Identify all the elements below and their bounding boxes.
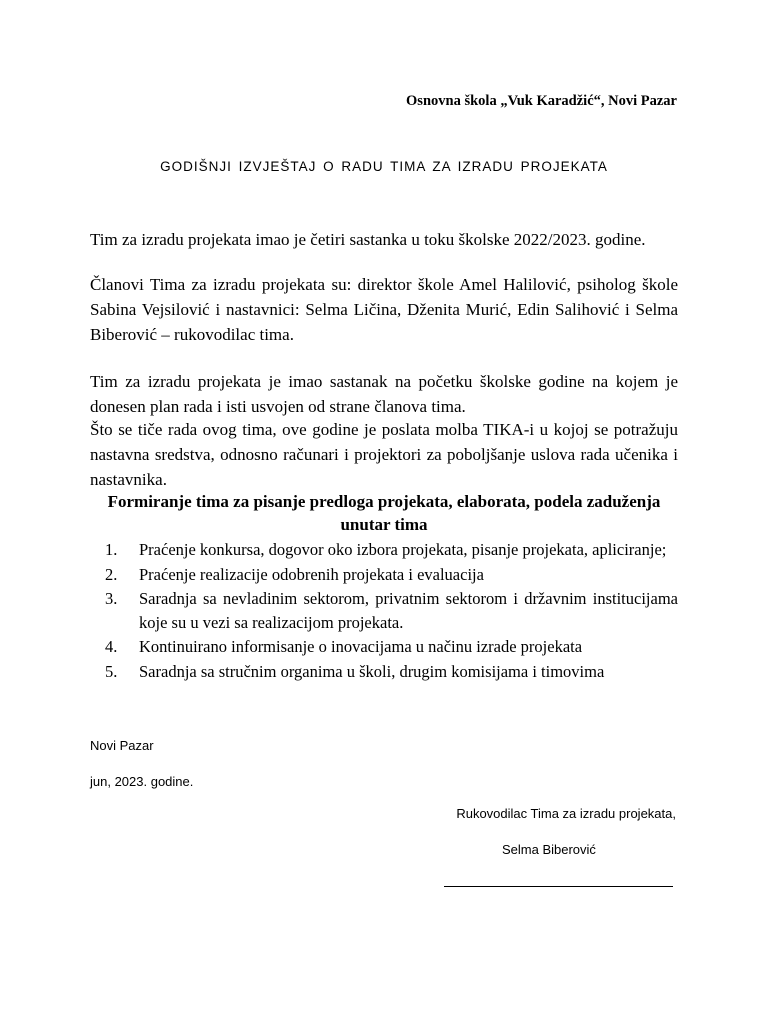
list-item <box>105 660 678 684</box>
list-item-number: 2. <box>105 564 118 584</box>
signature-role: Rukovodilac Tima za izradu projekata, <box>456 806 676 821</box>
list-item <box>105 587 678 634</box>
paragraph-meetings: Tim za izradu projekata imao je četiri sastanka u toku školske 2022/2023. godine. <box>90 230 646 249</box>
list-item <box>105 563 678 587</box>
list-item-number: 3. <box>105 589 118 608</box>
list-item-number: 4. <box>105 637 118 656</box>
paragraph-work-plan: Tim za izradu projekata je imao sastanak na početku školske godine na kojem je donesen plan rada i isti usvojen od strane članova tima. <box>90 372 678 416</box>
list-item-text: Kontinuirano informisanje o inovacijama u načinu izrade projekata <box>139 637 583 656</box>
list-item-text: Praćenje realizacije odobrenih projekata i evaluacija <box>139 564 484 584</box>
paragraph-members: Članovi Tima za izradu projekata su: direktor škole Amel Halilović, psiholog škole Sabina Vejsilović i nastavnici: Selma Ličina, Dženita Murić, Edin Salihović i Selma Biberović – rukovodilac tima. <box>90 275 678 344</box>
footer-place: Novi Pazar <box>90 738 154 753</box>
signature-name: Selma Biberović <box>502 842 596 857</box>
list-item-number: 5. <box>105 661 118 681</box>
list-item-number: 1. <box>105 540 118 559</box>
list-item-text: Praćenje konkursa, dogovor oko izbora projekata, pisanje projekata, apliciranje; <box>139 540 667 559</box>
list-item-text: Saradnja sa nevladinim sektorom, privatnim sektorom i državnim institucijama koje su u vezi sa realizacijom projekata. <box>139 589 678 632</box>
section-heading: Formiranje tima za pisanje predloga projekata, elaborata, podela zaduženja unutar tima <box>107 492 661 534</box>
school-header: Osnovna škola „Vuk Karadžić“, Novi Pazar <box>406 93 677 109</box>
signature-line <box>444 886 673 887</box>
list-item-text: Saradnja sa stručnim organima u školi, drugim komisijama i timovima <box>139 661 605 681</box>
document-title: GODIŠNJI IZVJEŠTAJ O RADU TIMA ZA IZRADU PROJEKATA <box>160 159 608 174</box>
list-item <box>105 635 678 659</box>
task-list <box>105 538 678 684</box>
footer-date: jun, 2023. godine. <box>90 774 194 789</box>
list-item <box>105 538 678 562</box>
paragraph-tika-request: Što se tiče rada ovog tima, ove godine je poslata molba TIKA-i u kojoj se potražuju nastavna sredstva, odnosno računari i projektori za poboljšanje uslova rada učenika i nastavnika. <box>90 420 678 489</box>
